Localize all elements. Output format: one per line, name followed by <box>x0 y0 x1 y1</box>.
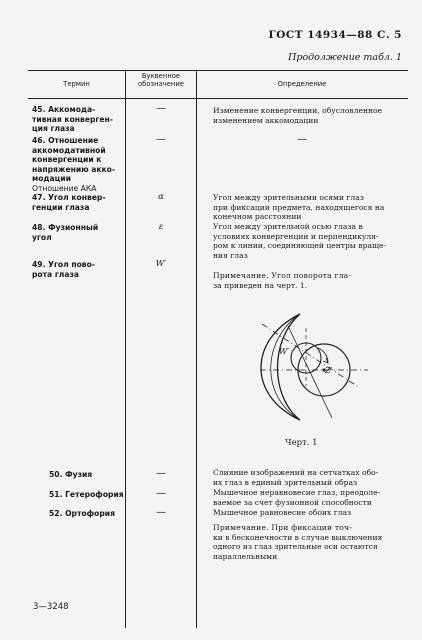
eye-rotation-diagram <box>240 300 380 430</box>
figure-caption: Черт. 1 <box>285 438 318 448</box>
column-divider-1 <box>125 70 126 628</box>
symbol-47: α <box>158 192 164 202</box>
term-46: 46. Отношение аккомодативной конвергенции к напряжению акко- модации Отношение АКА <box>32 136 116 193</box>
definition-47: Угол между зрительными осями глаз при фиксации предмета, находящегося на конечном расстоянии <box>213 193 385 222</box>
column-header-definition: Определение <box>277 80 327 88</box>
figure-label-w: W′ <box>279 347 290 356</box>
table-header-rule <box>28 98 408 99</box>
term-50: 50. Фузия <box>49 470 93 479</box>
term-49: 49. Угол пово- рота глаза <box>32 260 95 279</box>
column-header-term: Термин <box>63 80 90 88</box>
definition-50: Слияние изображений на сетчатках обо- их глаз в единый зрительный образ <box>213 468 379 487</box>
term-45: 45. Аккомода- тивная конверген- ция глаза <box>32 105 113 134</box>
symbol-50: — <box>156 468 166 479</box>
definition-46: — <box>297 134 307 145</box>
print-code: 3—3248 <box>33 602 69 612</box>
symbol-45: — <box>156 103 166 114</box>
standard-header: ГОСТ 14934—88 С. 5 <box>268 29 402 41</box>
symbol-46: — <box>156 134 166 145</box>
definition-48: Угол между зрительной осью глаза в условиях конвергенции и перпендикуля- ром к линии, соединяющей центры враще- ния глаз <box>213 222 387 260</box>
symbol-48: ε <box>158 222 164 232</box>
definition-51: Мышечное неравновесие глаз, преодоле- ваемое за счет фузионной способности <box>213 488 381 507</box>
note-49: Примечание. Угол поворота гла- за приведен на черт. 1. <box>213 271 352 290</box>
figure-label-z: Z′ <box>325 366 333 375</box>
column-header-symbol: Буквенное обозначение <box>138 72 184 88</box>
term-52: 52. Ортофория <box>49 509 115 518</box>
term-48: 48. Фузионный угол <box>32 223 99 242</box>
table-top-rule <box>28 70 408 71</box>
continuation-label: Продолжение табл. 1 <box>288 52 402 63</box>
note-52: Примечание. При фиксации точ- ки в бесконечности в случае выключения одного из глаз зрительные оси остаются параллельными <box>213 523 383 561</box>
definition-52: Мышечное равновесие обоих глаз <box>213 508 352 517</box>
symbol-52: — <box>156 507 166 518</box>
term-51: 51. Гетерофория <box>49 490 124 499</box>
symbol-51: — <box>156 488 166 499</box>
column-divider-2 <box>196 70 197 628</box>
definition-45: Изменение конвергенции, обусловленное изменением аккомодации <box>213 106 383 125</box>
symbol-49: W′ <box>155 259 167 269</box>
term-47: 47. Угол конвер- генции глаза <box>32 193 106 212</box>
